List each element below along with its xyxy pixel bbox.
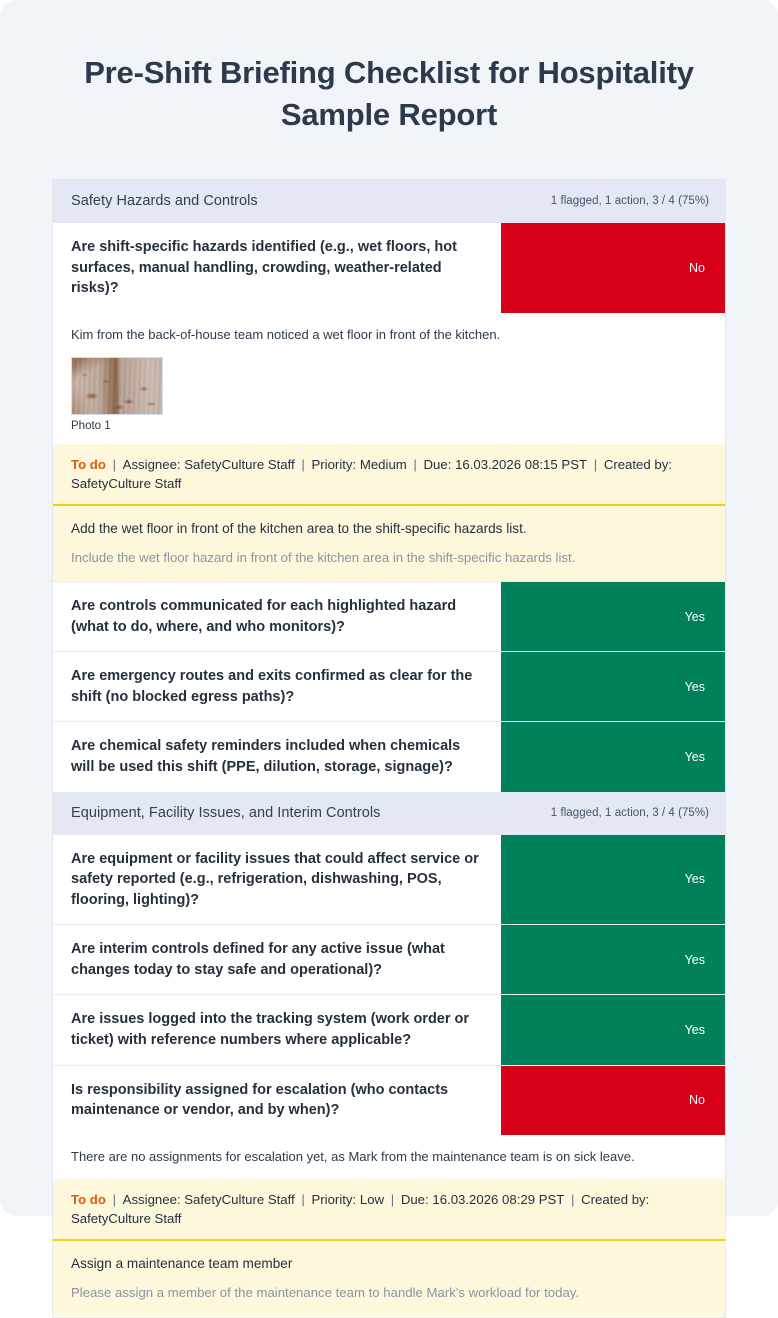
question-row — [53, 581, 725, 651]
media-row — [53, 357, 725, 444]
action-due-label: Due: — [423, 456, 452, 472]
action-priority — [311, 457, 406, 472]
answer-yes: Yes — [501, 652, 725, 721]
question-text: Are controls communicated for each highlighted hazard (what to do, where, and who monitors)? — [71, 598, 457, 635]
action-assignee-label: Assignee: — [122, 1191, 181, 1207]
action-assignee-label: Assignee: — [122, 456, 181, 472]
question-text: Are issues logged into the tracking system (work order or ticket) with reference numbers where applicable? — [71, 1011, 470, 1048]
page-title: Pre-Shift Briefing Checklist for Hospitality Sample Report — [84, 55, 694, 133]
action-priority-value: Medium — [359, 456, 407, 472]
answer-yes: Yes — [501, 995, 725, 1064]
action-priority-value: Low — [359, 1191, 385, 1207]
section-title: Safety Hazards and Controls — [71, 192, 258, 209]
section-stats: 1 flagged, 1 action, 3 / 4 (75%) — [550, 806, 709, 819]
action-created-by-value: SafetyCulture Staff — [71, 1210, 182, 1226]
action-due-value: 16.03.2026 08:15 PST — [455, 456, 588, 472]
action-meta — [53, 1179, 725, 1241]
question-row — [53, 721, 725, 791]
question-row — [53, 1065, 725, 1135]
card-tail — [53, 1316, 725, 1317]
question-row — [53, 651, 725, 721]
question-text: Are equipment or facility issues that could affect service or safety reported (e.g., refrigeration, dishwashing, POS, flooring, lighting)? — [71, 850, 479, 908]
question-row — [53, 994, 725, 1064]
action-assignee — [123, 457, 295, 472]
section-header — [53, 180, 725, 223]
question-text: Are chemical safety reminders included when chemicals will be used this shift (PPE, dilution, storage, signage)? — [71, 738, 461, 775]
question-text: Is responsibility assigned for escalation (who contacts maintenance or vendor, and by when)? — [71, 1081, 449, 1119]
question-text: Are emergency routes and exits confirmed as clear for the shift (no blocked egress paths)? — [71, 668, 473, 705]
answer-yes: Yes — [501, 925, 725, 994]
question-note: There are no assignments for escalation yet, as Mark from the maintenance team is on sick leave. — [53, 1135, 725, 1179]
answer-no: No — [501, 223, 725, 313]
question-note: Kim from the back-of-house team noticed a wet floor in front of the kitchen. — [53, 313, 725, 357]
section-stats: 1 flagged, 1 action, 3 / 4 (75%) — [550, 194, 709, 207]
action-assignee-value: SafetyCulture Staff — [184, 1191, 295, 1207]
action-status-badge: To do — [71, 456, 106, 472]
meta-separator: | — [590, 456, 601, 472]
action-assignee — [123, 1192, 295, 1207]
action-priority-label: Priority: — [311, 1191, 357, 1207]
meta-separator: | — [297, 456, 309, 472]
question-text: Are interim controls defined for any active issue (what changes today to stay safe and operational)? — [71, 941, 445, 978]
action-created-by-label: Created by: — [581, 1191, 650, 1207]
action-due — [424, 457, 588, 472]
action-title: Assign a maintenance team member — [71, 1255, 293, 1271]
action-assignee-value: SafetyCulture Staff — [184, 456, 295, 472]
action-due-label: Due: — [400, 1191, 429, 1207]
report-card — [52, 179, 726, 1318]
meta-separator: | — [108, 456, 120, 472]
action-description: Please assign a member of the maintenance team to handle Mark's workload for today. — [71, 1284, 580, 1300]
action-due — [401, 1192, 565, 1207]
action-block — [53, 444, 725, 582]
answer-no: No — [501, 1066, 725, 1135]
meta-separator: | — [108, 1191, 120, 1207]
action-description: Include the wet floor hazard in front of the kitchen area in the shift-specific hazards list. — [71, 549, 576, 565]
meta-separator: | — [297, 1191, 309, 1207]
action-block — [53, 1179, 725, 1317]
answer-yes: Yes — [501, 722, 725, 791]
action-body — [53, 506, 725, 582]
question-row — [53, 924, 725, 994]
action-due-value: 16.03.2026 08:29 PST — [432, 1191, 565, 1207]
meta-separator: | — [387, 1191, 398, 1207]
meta-separator: | — [409, 456, 421, 472]
action-meta — [53, 444, 725, 506]
action-status-badge: To do — [71, 1191, 106, 1207]
action-created-by-value: SafetyCulture Staff — [71, 475, 182, 491]
action-body — [53, 1241, 725, 1317]
section-header — [53, 792, 725, 835]
wet-floor-photo-image[interactable] — [71, 357, 163, 415]
section-title: Equipment, Facility Issues, and Interim Controls — [71, 804, 381, 821]
question-row — [53, 835, 725, 925]
action-created-by-label: Created by: — [603, 456, 672, 472]
answer-yes: Yes — [501, 835, 725, 925]
photo-caption: Photo 1 — [71, 419, 111, 432]
action-priority — [311, 1192, 384, 1207]
meta-separator: | — [567, 1191, 579, 1207]
answer-yes: Yes — [501, 582, 725, 651]
action-priority-label: Priority: — [311, 456, 357, 472]
action-title: Add the wet floor in front of the kitchen area to the shift-specific hazards list. — [71, 520, 527, 536]
photo-thumbnail[interactable] — [71, 357, 163, 432]
question-row — [53, 223, 725, 313]
question-text: Are shift-specific hazards identified (e.g., wet floors, hot surfaces, manual handling, crowding, weather-related risks)? — [71, 238, 457, 297]
